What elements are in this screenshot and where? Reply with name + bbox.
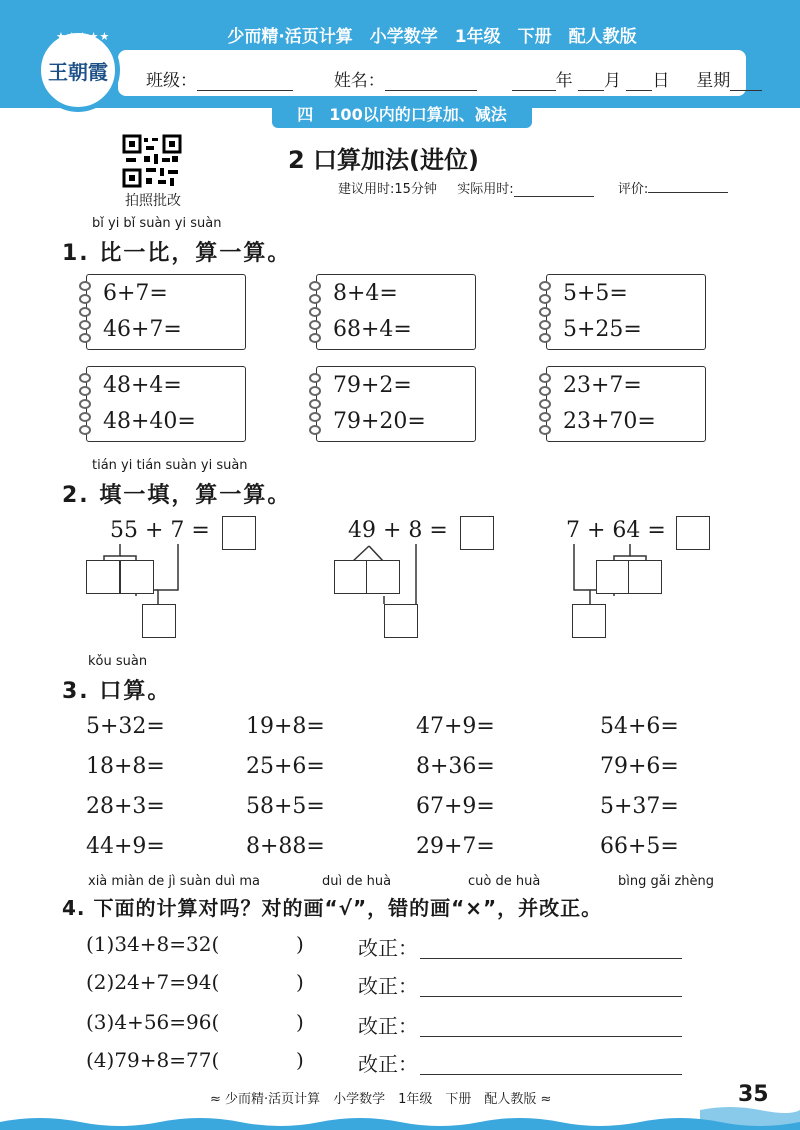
spiral-rings-icon xyxy=(309,281,323,345)
day-label: 日 xyxy=(652,71,670,91)
q4-pinyin: bìng gǎi zhèng xyxy=(618,874,715,889)
brand-logo: 王朝霞 xyxy=(36,28,120,112)
answer-box[interactable] xyxy=(366,560,400,594)
name-label: 姓名： xyxy=(333,71,385,91)
week-field[interactable] xyxy=(730,73,762,91)
equation[interactable]: 48+4= xyxy=(103,373,182,398)
q4-title: 4. 下面的计算对吗？对的画“√”，错的画“×”，并改正。 xyxy=(62,896,603,920)
suggested-time: 建议用时:15分钟 xyxy=(338,182,437,197)
equation[interactable]: 79+6= xyxy=(600,754,679,779)
lesson-meta xyxy=(338,178,728,197)
fix-answer-line[interactable] xyxy=(420,958,682,959)
month-label: 月 xyxy=(604,71,622,91)
spiral-rings-icon xyxy=(309,373,323,437)
check-mark-slot[interactable]: ) xyxy=(296,970,304,994)
fix-label: 改正： xyxy=(358,1014,418,1038)
spiral-rings-icon xyxy=(539,281,553,345)
name-field[interactable] xyxy=(385,73,477,91)
notepad xyxy=(546,366,706,442)
q4-item: (3)4+56=96( xyxy=(86,1010,220,1034)
equation[interactable]: 47+9= xyxy=(416,714,495,739)
equation[interactable]: 79+2= xyxy=(333,373,412,398)
fix-label: 改正： xyxy=(358,936,418,960)
notepad xyxy=(546,274,706,350)
notepad xyxy=(86,366,246,442)
answer-box[interactable] xyxy=(596,560,630,594)
series-title: 少而精·活页计算 小学数学 1年级 下册 配人教版 xyxy=(227,27,637,47)
equation[interactable]: 66+5= xyxy=(600,834,679,859)
fix-label: 改正： xyxy=(358,974,418,998)
q1-title: 1. 比一比，算一算。 xyxy=(62,241,292,266)
logo-stars-icon: ★★★★★ xyxy=(56,30,111,43)
equation[interactable]: 25+6= xyxy=(246,754,325,779)
q4-item: (4)79+8=77( xyxy=(86,1048,220,1072)
q2-pinyin: tián yi tián suàn yi suàn xyxy=(92,458,248,473)
week-label: 星期 xyxy=(696,71,731,91)
day-field[interactable] xyxy=(626,73,652,91)
fix-label: 改正： xyxy=(358,1052,418,1076)
equation[interactable]: 67+9= xyxy=(416,794,495,819)
equation[interactable]: 48+40= xyxy=(103,409,196,434)
q3-pinyin: kǒu suàn xyxy=(88,654,148,669)
notepad xyxy=(316,366,476,442)
equation[interactable]: 5+5= xyxy=(563,281,628,306)
answer-box[interactable] xyxy=(628,560,662,594)
equation[interactable]: 46+7= xyxy=(103,317,182,342)
equation[interactable]: 58+5= xyxy=(246,794,325,819)
qr-code-icon[interactable] xyxy=(122,134,182,188)
fix-answer-line[interactable] xyxy=(420,1074,682,1075)
q2-title: 2. 填一填，算一算。 xyxy=(62,483,292,508)
q4-pinyin: cuò de huà xyxy=(468,874,541,889)
student-info-fields xyxy=(146,66,762,91)
footer-series: ≈ 少而精·活页计算 小学数学 1年级 下册 配人教版 ≈ xyxy=(210,1092,552,1107)
equation[interactable]: 8+4= xyxy=(333,281,398,306)
q4-item: (2)24+7=94( xyxy=(86,970,220,994)
equation[interactable]: 8+88= xyxy=(246,834,325,859)
equation: 55 + 7 = xyxy=(110,518,210,543)
unit-banner: 四 100以内的口算加、减法 xyxy=(272,102,532,128)
answer-box[interactable] xyxy=(142,604,176,638)
spiral-rings-icon xyxy=(539,373,553,437)
equation[interactable]: 19+8= xyxy=(246,714,325,739)
equation[interactable]: 29+7= xyxy=(416,834,495,859)
check-mark-slot[interactable]: ) xyxy=(296,932,304,956)
equation[interactable]: 5+32= xyxy=(86,714,165,739)
equation: 49 + 8 = xyxy=(348,518,448,543)
fix-answer-line[interactable] xyxy=(420,996,682,997)
actual-time-field[interactable] xyxy=(514,179,594,197)
fix-answer-line[interactable] xyxy=(420,1036,682,1037)
answer-box[interactable] xyxy=(384,604,418,638)
q4-pinyin: duì de huà xyxy=(322,874,392,889)
notepad xyxy=(316,274,476,350)
actual-time-label: 实际用时: xyxy=(457,182,514,197)
equation[interactable]: 68+4= xyxy=(333,317,412,342)
equation[interactable]: 18+8= xyxy=(86,754,165,779)
spiral-rings-icon xyxy=(79,281,93,345)
evaluation-field[interactable] xyxy=(648,192,728,193)
q4-pinyin: xià miàn de jì suàn duì ma xyxy=(88,874,260,889)
answer-box[interactable] xyxy=(334,560,368,594)
equation[interactable]: 23+7= xyxy=(563,373,642,398)
equation[interactable]: 28+3= xyxy=(86,794,165,819)
equation[interactable]: 6+7= xyxy=(103,281,168,306)
year-label: 年 xyxy=(555,71,573,91)
equation[interactable]: 5+25= xyxy=(563,317,642,342)
answer-box[interactable] xyxy=(120,560,154,594)
q1-pinyin: bǐ yi bǐ suàn yi suàn xyxy=(92,216,222,231)
equation: 7 + 64 = xyxy=(566,518,666,543)
notepad xyxy=(86,274,246,350)
q3-title: 3. 口算。 xyxy=(62,679,172,704)
year-field[interactable] xyxy=(512,73,556,91)
equation[interactable]: 44+9= xyxy=(86,834,165,859)
equation[interactable]: 5+37= xyxy=(600,794,679,819)
equation[interactable]: 79+20= xyxy=(333,409,426,434)
spiral-rings-icon xyxy=(79,373,93,437)
check-mark-slot[interactable]: ) xyxy=(296,1010,304,1034)
evaluation-label: 评价: xyxy=(617,182,649,197)
check-mark-slot[interactable]: ) xyxy=(296,1048,304,1072)
q4-item: (1)34+8=32( xyxy=(86,932,220,956)
class-field[interactable] xyxy=(197,73,293,91)
equation[interactable]: 54+6= xyxy=(600,714,679,739)
equation[interactable]: 8+36= xyxy=(416,754,495,779)
page-number: 35 xyxy=(738,1082,769,1107)
month-field[interactable] xyxy=(578,73,604,91)
lesson-title: 2 口算加法(进位) xyxy=(288,146,479,174)
class-label: 班级： xyxy=(146,71,197,91)
answer-box[interactable] xyxy=(86,560,120,594)
qr-label: 拍照批改 xyxy=(125,193,181,209)
equation[interactable]: 23+70= xyxy=(563,409,656,434)
answer-box[interactable] xyxy=(572,604,606,638)
